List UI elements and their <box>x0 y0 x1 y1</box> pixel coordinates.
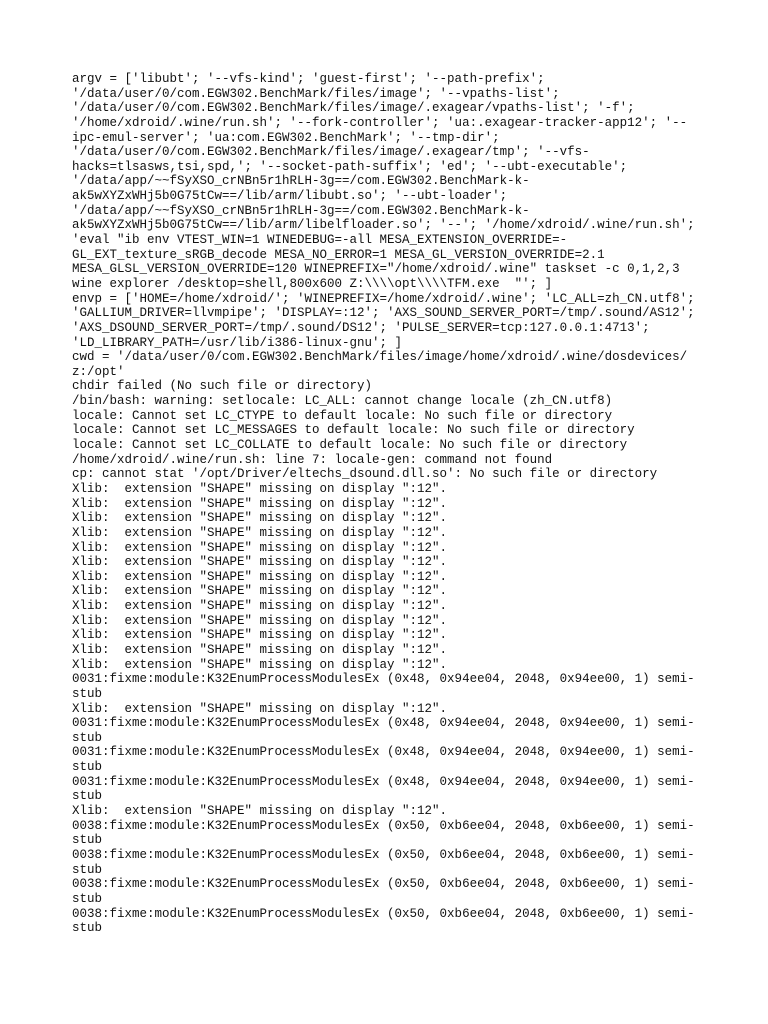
log-line: argv = ['libubt'; '--vfs-kind'; 'guest-first'; '--path-prefix'; <box>72 72 545 86</box>
log-line: Xlib: extension "SHAPE" missing on display ":12". <box>72 657 448 672</box>
log-line: 0031:fixme:module:K32EnumProcessModulesEx (0x48, 0x94ee04, 2048, 0x94ee00, 1) semi- <box>72 672 695 687</box>
log-line: ak5wXYZxWHj5b0G75tCw==/lib/arm/libelfloader.so'; '--'; '/home/xdroid/.wine/run.sh'; <box>72 218 695 233</box>
log-document <box>72 72 712 936</box>
log-line: locale: Cannot set LC_COLLATE to default locale: No such file or directory <box>72 438 628 453</box>
log-line: /home/xdroid/.wine/run.sh: line 7: locale-gen: command not found <box>72 452 553 467</box>
log-line: '/data/user/0/com.EGW302.BenchMark/files/image'; '--vpaths-list'; <box>72 86 560 101</box>
log-line: stub <box>72 789 103 804</box>
log-line: ak5wXYZxWHj5b0G75tCw==/lib/arm/libubt.so'; '--ubt-loader'; <box>72 189 508 204</box>
log-line: Xlib: extension "SHAPE" missing on display ":12". <box>72 613 448 628</box>
log-line: 0038:fixme:module:K32EnumProcessModulesEx (0x50, 0xb6ee04, 2048, 0xb6ee00, 1) semi- <box>72 906 695 921</box>
log-line: Xlib: extension "SHAPE" missing on display ":12". <box>72 804 448 819</box>
log-line: '/data/user/0/com.EGW302.BenchMark/files/image/.exagear/vpaths-list'; '-f'; <box>72 101 635 116</box>
log-line: Xlib: extension "SHAPE" missing on display ":12". <box>72 628 448 643</box>
log-line: '/data/app/~~fSyXSO_crNBn5r1hRLH-3g==/com.EGW302.BenchMark-k- <box>72 174 530 189</box>
log-line: '/data/app/~~fSyXSO_crNBn5r1hRLH-3g==/com.EGW302.BenchMark-k- <box>72 203 530 218</box>
log-line: wine explorer /desktop=shell,800x600 Z:\\\\opt\\\\TFM.exe "'; ] <box>72 276 553 291</box>
log-line: '/home/xdroid/.wine/run.sh'; '--fork-controller'; 'ua:.exagear-tracker-app12'; '-- <box>72 115 688 130</box>
log-line: locale: Cannot set LC_MESSAGES to default locale: No such file or directory <box>72 423 635 438</box>
log-line: GL_EXT_texture_sRGB_decode MESA_NO_ERROR=1 MESA_GL_VERSION_OVERRIDE=2.1 <box>72 247 605 262</box>
log-line: stub <box>72 760 103 775</box>
log-line: 0038:fixme:module:K32EnumProcessModulesEx (0x50, 0xb6ee04, 2048, 0xb6ee00, 1) semi- <box>72 847 695 862</box>
log-line: 0031:fixme:module:K32EnumProcessModulesEx (0x48, 0x94ee04, 2048, 0x94ee00, 1) semi- <box>72 716 695 731</box>
log-line: stub <box>72 730 103 745</box>
log-line: Xlib: extension "SHAPE" missing on display ":12". <box>72 525 448 540</box>
log-line: Xlib: extension "SHAPE" missing on display ":12". <box>72 701 448 716</box>
log-line: stub <box>72 833 103 848</box>
log-line: stub <box>72 891 103 906</box>
log-line: chdir failed (No such file or directory) <box>72 379 373 394</box>
log-line: 0038:fixme:module:K32EnumProcessModulesEx (0x50, 0xb6ee04, 2048, 0xb6ee00, 1) semi- <box>72 818 695 833</box>
log-line: /bin/bash: warning: setlocale: LC_ALL: cannot change locale (zh_CN.utf8) <box>72 394 613 409</box>
log-line: 0031:fixme:module:K32EnumProcessModulesEx (0x48, 0x94ee04, 2048, 0x94ee00, 1) semi- <box>72 774 695 789</box>
log-line: ipc-emul-server'; 'ua:com.EGW302.BenchMark'; '--tmp-dir'; <box>72 130 500 145</box>
log-line: envp = ['HOME=/home/xdroid/'; 'WINEPREFIX=/home/xdroid/.wine'; 'LC_ALL=zh_CN.utf8'; <box>72 291 695 306</box>
log-line: stub <box>72 921 103 936</box>
log-line: 'LD_LIBRARY_PATH=/usr/lib/i386-linux-gnu'; ] <box>72 335 403 350</box>
log-line: 0038:fixme:module:K32EnumProcessModulesEx (0x50, 0xb6ee04, 2048, 0xb6ee00, 1) semi- <box>72 877 695 892</box>
log-line: 'AXS_DSOUND_SERVER_PORT=/tmp/.sound/DS12'; 'PULSE_SERVER=tcp:127.0.0.1:4713'; <box>72 320 650 335</box>
log-line: Xlib: extension "SHAPE" missing on display ":12". <box>72 599 448 614</box>
log-line: cp: cannot stat '/opt/Driver/eltechs_dsound.dll.so': No such file or directory <box>72 467 658 482</box>
log-line: locale: Cannot set LC_CTYPE to default locale: No such file or directory <box>72 408 613 423</box>
log-line: cwd = '/data/user/0/com.EGW302.BenchMark/files/image/home/xdroid/.wine/dosdevices/ <box>72 350 688 365</box>
log-line: hacks=tlsasws,tsi,spd,'; '--socket-path-suffix'; 'ed'; '--ubt-executable'; <box>72 159 628 174</box>
log-line: stub <box>72 862 103 877</box>
log-line: z:/opt' <box>72 364 125 379</box>
log-line: 'GALLIUM_DRIVER=llvmpipe'; 'DISPLAY=:12'; 'AXS_SOUND_SERVER_PORT=/tmp/.sound/AS12'; <box>72 306 695 321</box>
log-line: '/data/user/0/com.EGW302.BenchMark/files/image/.exagear/tmp'; '--vfs- <box>72 145 590 160</box>
log-line: Xlib: extension "SHAPE" missing on display ":12". <box>72 511 448 526</box>
log-line: Xlib: extension "SHAPE" missing on display ":12". <box>72 481 448 496</box>
log-line: Xlib: extension "SHAPE" missing on display ":12". <box>72 642 448 657</box>
log-line: Xlib: extension "SHAPE" missing on display ":12". <box>72 540 448 555</box>
log-line: Xlib: extension "SHAPE" missing on display ":12". <box>72 584 448 599</box>
log-line: MESA_GLSL_VERSION_OVERRIDE=120 WINEPREFIX="/home/xdroid/.wine" taskset -c 0,1,2,3 <box>72 262 680 277</box>
log-line: 'eval "ib env VTEST_WIN=1 WINEDEBUG=-all MESA_EXTENSION_OVERRIDE=- <box>72 233 568 248</box>
log-line: 0031:fixme:module:K32EnumProcessModulesEx (0x48, 0x94ee04, 2048, 0x94ee00, 1) semi- <box>72 745 695 760</box>
log-line: stub <box>72 686 103 701</box>
log-line: Xlib: extension "SHAPE" missing on display ":12". <box>72 555 448 570</box>
log-line: Xlib: extension "SHAPE" missing on display ":12". <box>72 569 448 584</box>
log-line: Xlib: extension "SHAPE" missing on display ":12". <box>72 496 448 511</box>
log-lines <box>72 72 712 936</box>
